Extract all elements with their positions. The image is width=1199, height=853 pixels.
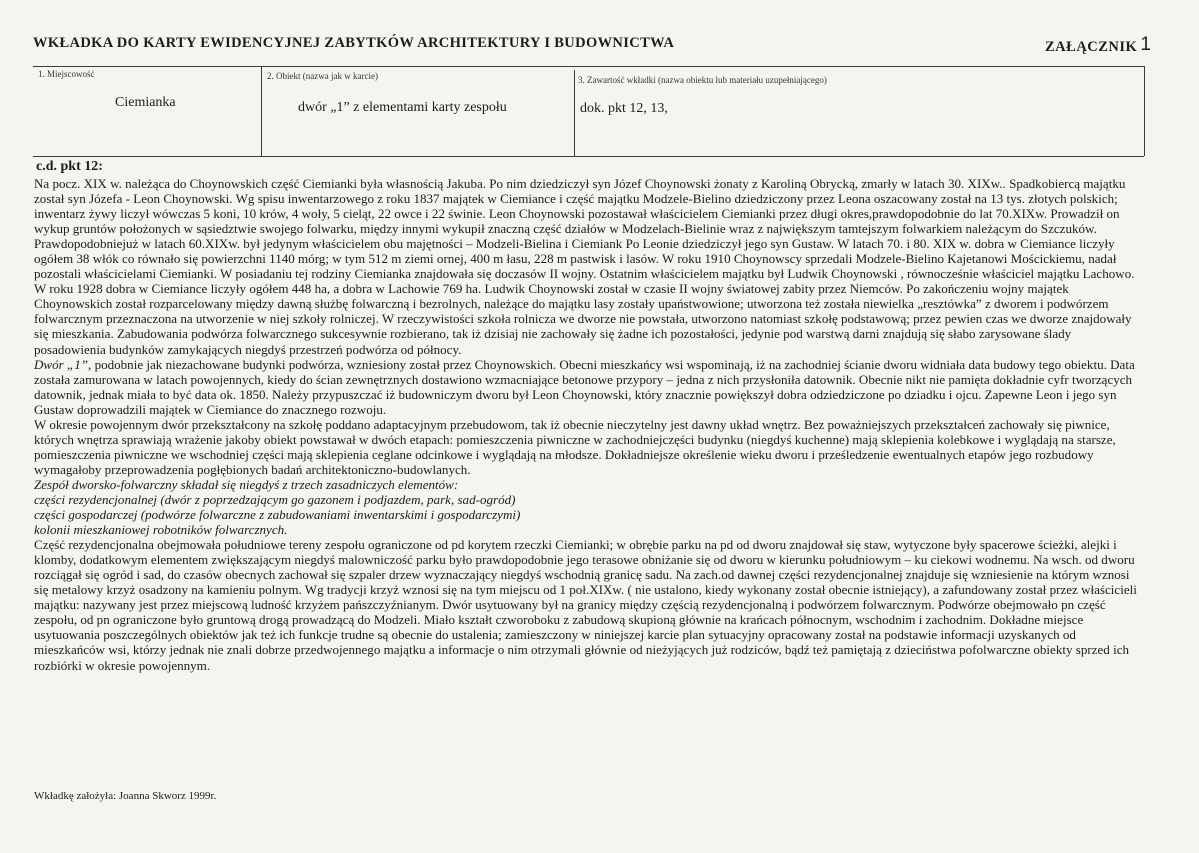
annex-number: 1	[1140, 34, 1152, 55]
manor-text: podobnie jak niezachowane budynki podwórza, wzniesiony został przez Choynowskich. Obecni mieszkańcy wsi wspominają, iż na zachodniej ścianie dworu widniała data budowy tego obiektu. Data została zamurowana w latach powojennych, kiedy do ścian zewnętrznych dostawiono wzmacniające betonowe przypory – jedna z nich przysłoniła datownik. Obecnie nikt nie pamięta dokładnie cyfr tworzących datownik, jednak miała to być data ok. 1850. Należy przypuszczać iż budowniczym dworu był Leon Choynowski, który znacznie powiększył dobra odziedziczone po dziadku i ojcu. Zapewne Leon i jego syn Gustaw doprowadzili majątek w Ciemiance do znacznego rozwoju.	[34, 356, 1135, 417]
table-top-border	[33, 66, 1144, 67]
object-value: dwór „1” z elementami karty zespołu	[298, 100, 507, 115]
ensemble-item: kolonii mieszkaniowej robotników folwarcznych.	[34, 522, 288, 538]
object-label: 2. Obiekt (nazwa jak w karcie)	[267, 71, 378, 81]
locality-value: Ciemianka	[115, 95, 176, 110]
column-divider-3	[1144, 66, 1145, 156]
column-divider-2	[574, 70, 575, 156]
content-label: 3. Zawartość wkładki (nazwa obiektu lub materiału uzupełniającego)	[578, 75, 827, 85]
annex-label: ZAŁĄCZNIK 1	[1045, 34, 1152, 55]
document-body	[34, 176, 1146, 673]
locality-label: 1. Miejscowość	[38, 69, 95, 79]
author-footer: Wkładkę założyła: Joanna Skworz 1999r.	[34, 790, 217, 802]
interior-paragraph: W okresie powojennym dwór przekształcony na szkołę poddano adaptacyjnym przebudowom, tak iż obecnie nieczytelny jest dawny układ wnętrz. Bez poważniejszych przekształceń zachowały się piwnice, których wnętrza sprawiają wrażenie jakoby obiekt powstawał w dwóch etapach: pomieszczenia piwniczne w zachodniejczęści budynku (niegdyś kuchenne) mają sklepienia kolebkowe i wyglądają na starsze, pomieszczenia piwniczne we wschodniej części mają sklepienia ceglane odcinkowe i wyglądają na młodsze. Dokładniejsze określenie wieku dworu i prześledzenie ewentualnych etapów jego rozbudowy wymagałoby przeprowadzenia pogłębionych badań architektoniczno-budowlanych.	[34, 416, 1116, 477]
residential-paragraph: Część rezydencjonalna obejmowała południowe tereny zespołu ograniczone od pd korytem rzeczki Ciemianki; w obrębie parku na pd od dworu znajdował się staw, wytyczone były spacerowe ścieżki, alejki i klomby, dodatkowym elementem zwiększającym niegdyś malowniczość parku było prawdopodobnie jego terasowe obniżanie się od dworu w kierunku południowym – ku ciekowi wodnemu. Na wsch. od dworu rozciągał się ogród i sad, do czasów obecnych zachował się szpaler drzew wyznaczający niegdyś wschodnią granicę sadu. Na zach.od dawnej części rezydencjonalnej znajduje się wzniesienie na którym wznosi się metalowy krzyż osadzony na kamieniu polnym. Wg tradycji krzyż wznosi się na tym miejscu od 1 poł.XIXw. ( nie ustalono, kiedy wykonany został obecnie istniejący), a zafundowany został przez właścicieli majątku: nazywany jest przez miejscową ludność krzyżem pańszczyźnianym. Dwór usytuowany był na granicy między częścią rezydencjonalną i podwórzem folwarcznym. Podwórze obejmowało pn część zespołu, od pn ograniczone było gruntową drogą prowadzącą do Modzeli. Miało kształt czworoboku z zabudową skupioną głównie na krańcach północnym, wschodnim i zachodnim. Dokładne miejsce usytuowania poszczególnych obiektów jak też ich funkcje trudne są obecnie do ustalenia; zamieszczony w niniejszej karcie plan sytuacyjny opracowany został na podstawie informacji uzyskanych od mieszkańców wsi, którzy jednak nie znali dobrze przedwojennego majątku a informacje o nim otrzymali głównie od nieżyjących już rodziców, bądź też pamiętają z dzieciństwa pofolwarczne obiekty sprzed ich rozbiórki w okresie powojennym.	[34, 537, 1137, 673]
ensemble-item: części gospodarczej (podwórze folwarczne z zabudowaniami inwentarskimi i gospodarczymi)	[34, 507, 521, 523]
form-title: WKŁADKA DO KARTY EWIDENCYJNEJ ZABYTKÓW ARCHITEKTURY I BUDOWNICTWA	[33, 35, 675, 51]
ensemble-intro: Zespół dworsko-folwarczny składał się niegdyś z trzech zasadniczych elementów:	[34, 476, 459, 492]
content-value: dok. pkt 12, 13,	[580, 101, 668, 116]
column-divider-1	[261, 66, 262, 156]
table-bottom-border	[33, 156, 1144, 157]
ensemble-item: części rezydencjonalnej (dwór z poprzedzającym go gazonem i podjazdem, park, sad-ogród)	[34, 491, 516, 507]
manor-label: Dwór „1”,	[34, 356, 92, 372]
manor-paragraph	[34, 357, 1146, 417]
section-title: c.d. pkt 12:	[36, 159, 103, 174]
history-paragraph: Na pocz. XIX w. należąca do Choynowskich część Ciemianki była własnością Jakuba. Po nim dziedziczył syn Józef Choynowski żonaty z Karoliną Obrycką, zmarły w latach 30. XIXw.. Spadkobiercą majątku został syn Józefa - Leon Choynowski. Wg spisu inwentarzowego z roku 1837 majątek w Ciemiance i część majątku Modzele-Bielino dziedziczony przez Leona oszacowany został na 13 tys. złotych polskich; inwentarz żywy liczył wówczas 5 koni, 10 krów, 4 woły, 5 cieląt, 22 owce i 22 świnie. Leon Choynowski pozostawał właścicielem Ciemianki przez długi okres,prawdopodobnie do lat 70.XIXw. Prowadził on wykup gruntów położonych w sąsiedztwie swojego folwarku, między innymi wykupił znaczną część działów w Modzelach-Bielinie wraz z największym tamtejszym folwarkiem należącym do Szczuków. Prawdopodobniejuż w latach 60.XIXw. był jedynym właścicielem obu majętności – Modzeli-Bielina i Ciemiank Po Leonie dziedziczył jego syn Gustaw. W latach 70. i 80. XIX w. dobra w Ciemiance liczyły ogółem 38 włók co równało się powierzchni 1140 mórg; w tym 512 m ziemi ornej, 400 m łasu, 228 m pastwisk i lasów. W roku 1910 Choynowscy sprzedali Modzele-Bielino Kajetanowi Mościckiemu, nadał pozostali właścicielami Ciemianki. W posiadaniu tej rodziny Ciemianka znajdowała się doczasów II wojny. Ostatnim właścicielem majątku był Ludwik Choynowski , równocześnie właściciel majątku Lachowo. W roku 1928 dobra w Ciemiance liczyły ogółem 448 ha, a dobra w Lachowie 769 ha. Ludwik Choynowski został w czasie II wojny światowej zabity przez Niemców. Po zakończeniu wojny majątek Choynowskich został rozparcelowany między dawną służbę folwarczną i bezrolnych, należące do majątku lasy zostały upaństwowione; utworzona też została niewielka „resztówka” z dworem i podwórzem folwarcznym przeznaczona na utworzenie w niej szkoły rolniczej. W rzeczywistości szkoła rolnicza we dworze nie powstała, utworzono natomiast szkołę podstawową; przez pewien czas we dworze znajdowały się mieszkania. Zabudowania podwórza folwarcznego sukcesywnie rozbierano, tak iż dzisiaj nie zachowały się żadne ich pozostałości, jedynie pod warstwą darni znajdują się słabo zarysowane ślady posadowienia budynków zamykających niegdyś przestrzeń podwórza od północy.	[34, 176, 1135, 357]
